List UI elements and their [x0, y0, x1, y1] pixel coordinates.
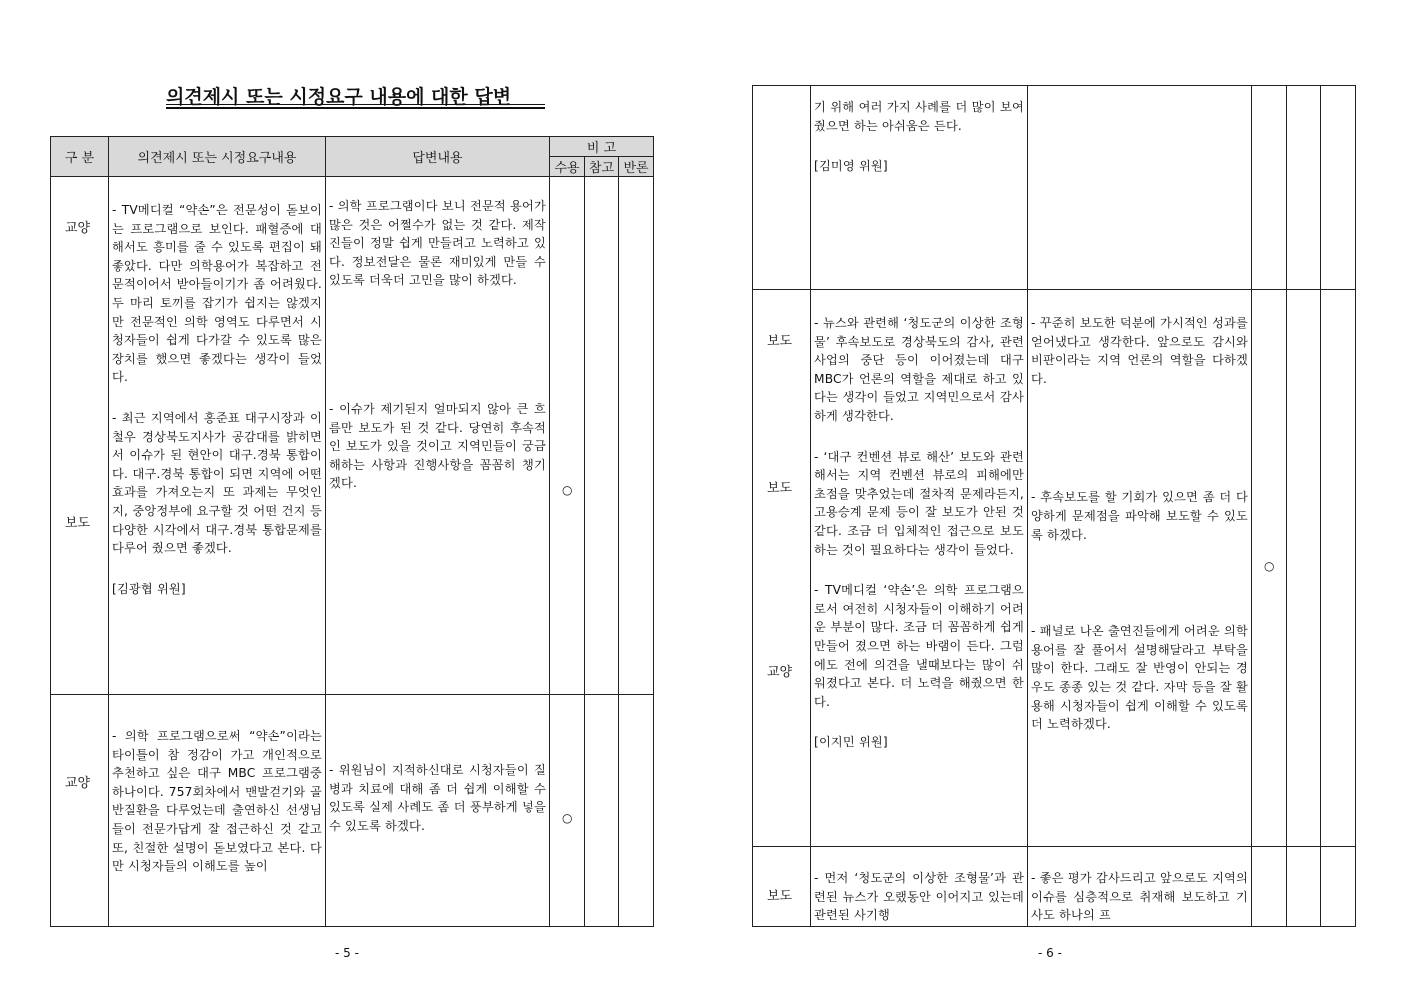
category-label: 보도 [767, 334, 793, 349]
category-cell [753, 847, 811, 927]
answer-cell [1028, 290, 1252, 847]
header-answer: 답변내용 [326, 137, 550, 177]
reference-cell [585, 177, 619, 695]
answer-cell [326, 695, 550, 927]
committee-member: [김미영 위원] [814, 159, 888, 174]
category-label: 교양 [767, 665, 793, 680]
opinion-cell [811, 847, 1028, 927]
left-answer-table [50, 136, 654, 927]
accept-cell [550, 695, 585, 927]
answer-text: - 좋은 평가 감사드리고 앞으로도 지역의 이슈를 심층적으로 취재해 보도하고 기사도 하나의 프 [1031, 871, 1248, 923]
opinion-text: - TV메디컬 “약손”은 전문성이 돋보이는 프로그램으로 보인다. 패혈증에 대해서도 흥미를 줄 수 있도록 편집이 돼 좋았다. 다만 의학용어가 복잡하고 전문적이어서 받아들이기가 좀 어려웠다. 두 마리 토끼를 잡기가 쉽지는 않겠지만 전문적인 의학 영역도 다루면서 시청자들이 쉽게 다가갈 수 있도록 많은 장치를 했으면 좋겠다는 생각이 들었다. [112, 203, 322, 385]
answer-text: - 후속보도를 할 기회가 있으면 좀 더 다양하게 문제점을 파악해 보도할 수 있도록 하겠다. [1031, 490, 1248, 542]
opinion-text: - TV메디컬 ‘약손’은 의학 프로그램으로서 여전히 시청자들이 이해하기 어려운 부분이 많다. 조금 더 꼼꼼하게 쉽게 만들어 졌으면 하는 바램이 든다. 그럼에도 전에 의견을 낼때보다는 많이 쉬워졌다고 본다. 더 노력을 해줬으면 한다. [814, 583, 1024, 709]
header-reference: 참고 [585, 157, 619, 177]
reference-cell [1287, 86, 1321, 290]
category-cell [51, 177, 109, 695]
category-label: 보도 [767, 889, 793, 904]
header-rebut: 반론 [619, 157, 654, 177]
opinion-cell [811, 86, 1028, 290]
page-title: 의견제시 또는 시정요구 내용에 대한 답변 [166, 86, 512, 108]
accept-mark: ○ [562, 483, 573, 497]
category-label: 교양 [65, 221, 91, 236]
opinion-cell [109, 177, 326, 695]
answer-cell [326, 177, 550, 695]
page-number: - 5 - [335, 946, 359, 960]
opinion-text: - 최근 지역에서 홍준표 대구시장과 이철우 경상북도지사가 공감대를 밝히면서 이슈가 된 현안이 대구.경북 통합이다. 대구.경북 통합이 되면 지역에 어떤 효과를 가져오는지 또 과제는 무엇인지, 중앙정부에 요구할 것 어떤 건지 등 다양한 시각에서 대구.경북 통합문제를 다루어 줬으면 좋겠다. [112, 410, 322, 556]
right-answer-table [752, 85, 1356, 927]
category-label: 교양 [65, 776, 91, 791]
category-cell [753, 290, 811, 847]
opinion-text: - ‘대구 컨벤션 뷰로 해산’ 보도와 관련해서는 지역 컨벤션 뷰로의 피해에만 초점을 맞추었는데 절차적 문제라든지, 고용승계 문제 등이 잘 보도가 안된 것 같다. 조금 더 입체적인 접근으로 보도하는 것이 필요하다는 생각이 들었다. [814, 449, 1024, 557]
category-label: 보도 [65, 516, 91, 531]
rebut-cell [1321, 86, 1356, 290]
committee-member: [김광협 위원] [112, 581, 186, 596]
opinion-text: - 먼저 ‘청도군의 이상한 조형물’과 관련된 뉴스가 오랬동안 이어지고 있는데 관련된 사기행 [814, 871, 1024, 923]
answer-text: - 의학 프로그램이다 보니 전문적 용어가 많은 것은 어쩔수가 없는 것 같다. 제작진들이 정말 쉽게 만들려고 노력하고 있다. 정보전달은 물론 재미있게 만들 수 있도록 더욱더 고민을 많이 하겠다. [329, 199, 546, 288]
accept-cell [1252, 847, 1287, 927]
title-underline-thick [166, 107, 545, 109]
accept-cell [1252, 86, 1287, 290]
category-cell [753, 86, 811, 290]
opinion-cell [109, 695, 326, 927]
answer-text: - 위원님이 지적하신대로 시청자들이 질병과 치료에 대해 좀 더 쉽게 이해할 수 있도록 실제 사례도 좀 더 풍부하게 넣을수 있도록 하겠다. [329, 763, 546, 833]
rebut-cell [619, 177, 654, 695]
page-number: - 6 - [1038, 946, 1062, 960]
accept-cell [1252, 290, 1287, 847]
accept-mark: ○ [1264, 559, 1275, 573]
answer-cell [1028, 847, 1252, 927]
accept-mark: ○ [562, 811, 573, 825]
opinion-text: - 의학 프로그램으로써 “약손”이라는 타이틀이 참 정감이 가고 개인적으로 추천하고 싶은 대구 MBC 프로그램중 하나이다. 757회차에서 맨발걷기와 골반질환을 다루었는데 출연하신 선생님들이 전문가답게 잘 접근하신 것 같고 또, 친절한 설명이 돋보였다고 본다. 다만 시청자들의 이해도를 높이 [112, 729, 322, 874]
title-underline [166, 104, 545, 105]
category-cell [51, 695, 109, 927]
rebut-cell [619, 695, 654, 927]
reference-cell [585, 695, 619, 927]
header-category: 구 분 [51, 137, 109, 177]
answer-text: - 이슈가 제기된지 얼마되지 않아 큰 흐름만 보도가 된 것 같다. 당연히 후속적인 보도가 있을 것이고 지역민들이 궁금해하는 사항과 진행사항을 꼼꼼히 챙기겠다. [329, 401, 546, 491]
accept-cell [550, 177, 585, 695]
rebut-cell [1321, 290, 1356, 847]
committee-member: [이지민 위원] [814, 735, 888, 750]
answer-text: - 패널로 나온 출연진들에게 어려운 의학용어를 잘 풀어서 설명해달라고 부탁을 많이 한다. 그래도 잘 반영이 안되는 경우도 종종 있는 것 같다. 자막 등을 잘 활용해 시청자들이 쉽게 이해할 수 있도록 더 노력하겠다. [1031, 624, 1248, 732]
reference-cell [1287, 290, 1321, 847]
answer-cell [1028, 86, 1252, 290]
header-opinion: 의견제시 또는 시정요구내용 [109, 137, 326, 177]
header-accept: 수용 [550, 157, 585, 177]
opinion-text: - 뉴스와 관련해 ‘청도군의 이상한 조형물’ 후속보도로 경상북도의 감사, 관련 사업의 중단 등이 이어졌는데 대구MBC가 언론의 역할을 제대로 하고 있다는 생각이 들었고 지역민으로서 감사하게 생각한다. [814, 316, 1024, 423]
opinion-text: 기 위해 여러 가지 사례를 더 많이 보여줬으면 하는 아쉬움은 든다. [814, 100, 1024, 133]
rebut-cell [1321, 847, 1356, 927]
category-label: 보도 [767, 481, 793, 496]
opinion-cell [811, 290, 1028, 847]
reference-cell [1287, 847, 1321, 927]
answer-text: - 꾸준히 보도한 덕분에 가시적인 성과를 얻어냈다고 생각한다. 앞으로도 감시와 비판이라는 지역 언론의 역할을 다하겠다. [1031, 316, 1248, 386]
header-remarks: 비 고 [550, 137, 654, 157]
